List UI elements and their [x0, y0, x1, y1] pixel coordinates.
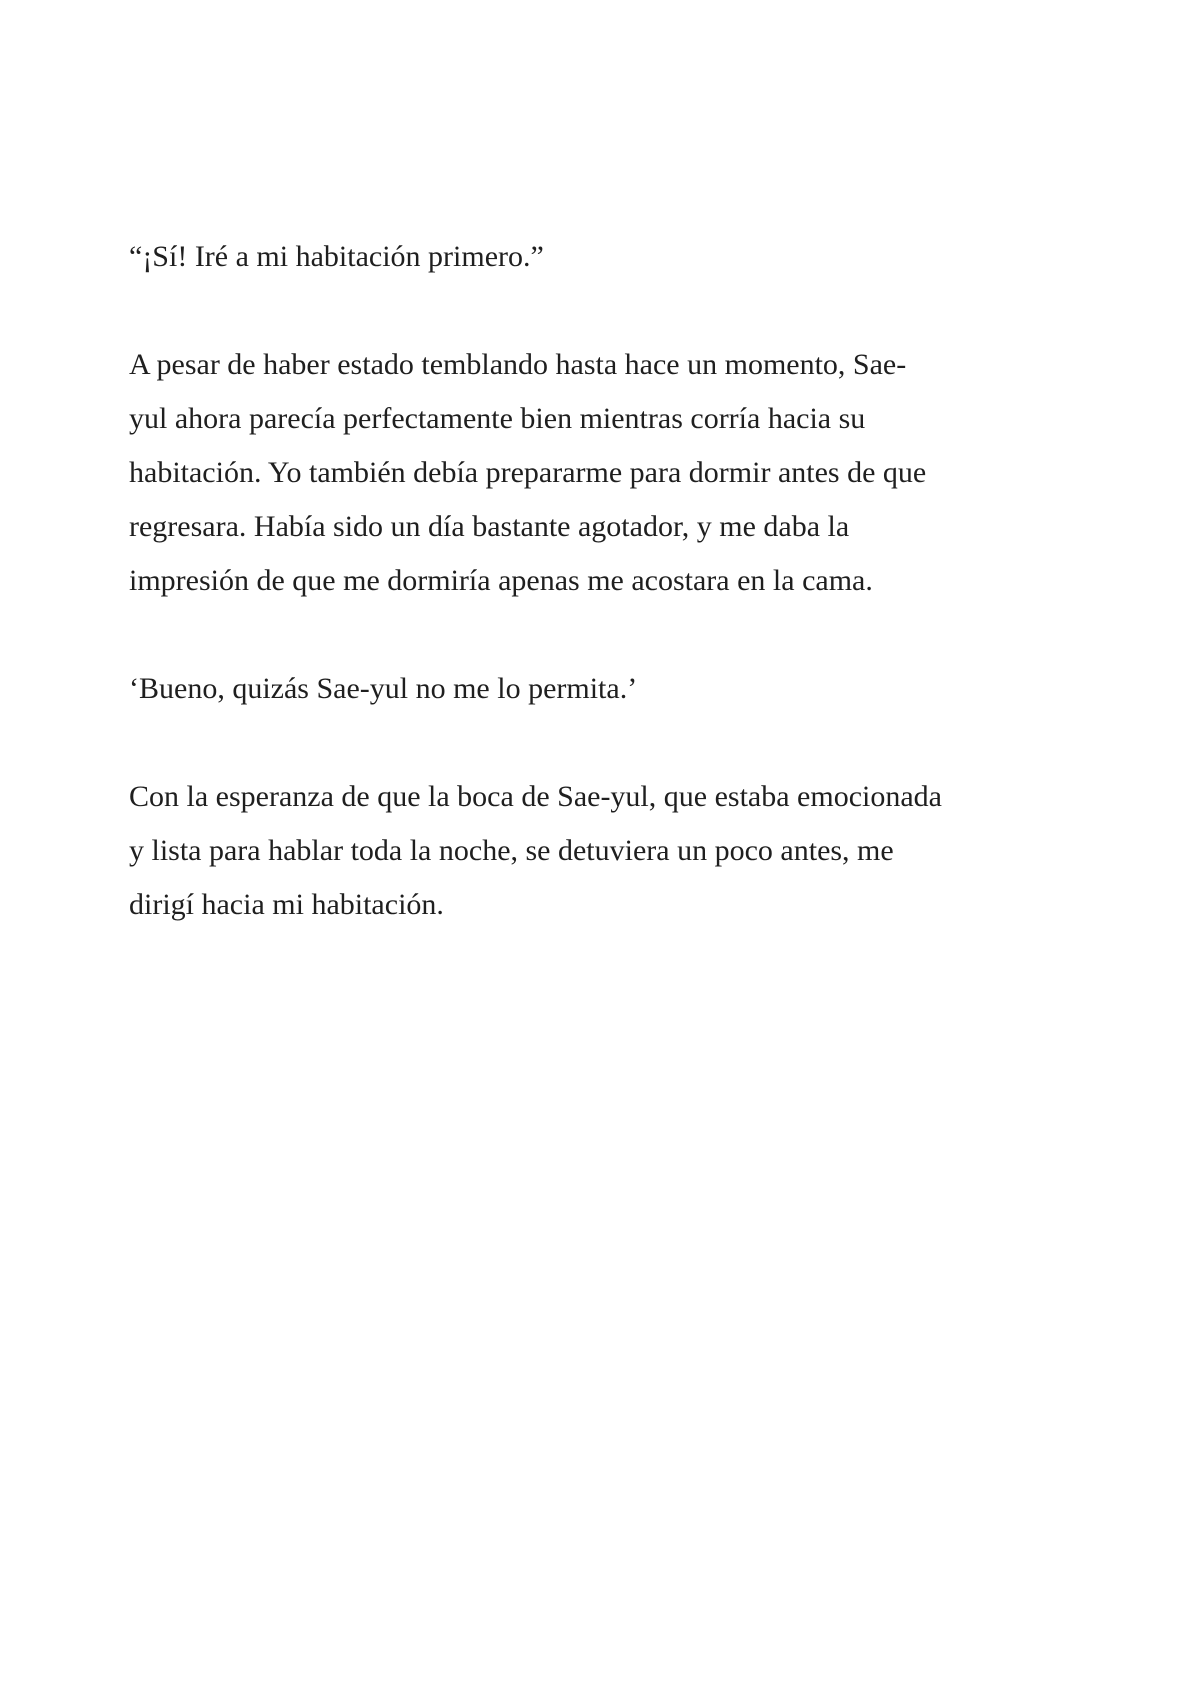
text-line: “¡Sí! Iré a mi habitación primero.”	[129, 240, 544, 273]
text-line: regresara. Había sido un día bastante agotador, y me daba la	[129, 510, 850, 543]
text-line: ‘Bueno, quizás Sae-yul no me lo permita.’	[129, 672, 638, 705]
paragraph-thought	[129, 662, 637, 716]
paragraph-narration	[129, 338, 926, 608]
text-line: y lista para hablar toda la noche, se detuviera un poco antes, me	[129, 834, 894, 867]
text-line: yul ahora parecía perfectamente bien mientras corría hacia su	[129, 402, 866, 435]
text-line: habitación. Yo también debía prepararme para dormir antes de que	[129, 456, 927, 489]
text-line: A pesar de haber estado temblando hasta hace un momento, Sae-	[129, 348, 907, 381]
paragraph-dialogue	[129, 230, 544, 284]
paragraph-narration-closing	[129, 770, 942, 932]
text-line: impresión de que me dormiría apenas me acostara en la cama.	[129, 564, 873, 597]
text-line: dirigí hacia mi habitación.	[129, 888, 444, 921]
text-line: Con la esperanza de que la boca de Sae-yul, que estaba emocionada	[129, 780, 942, 813]
